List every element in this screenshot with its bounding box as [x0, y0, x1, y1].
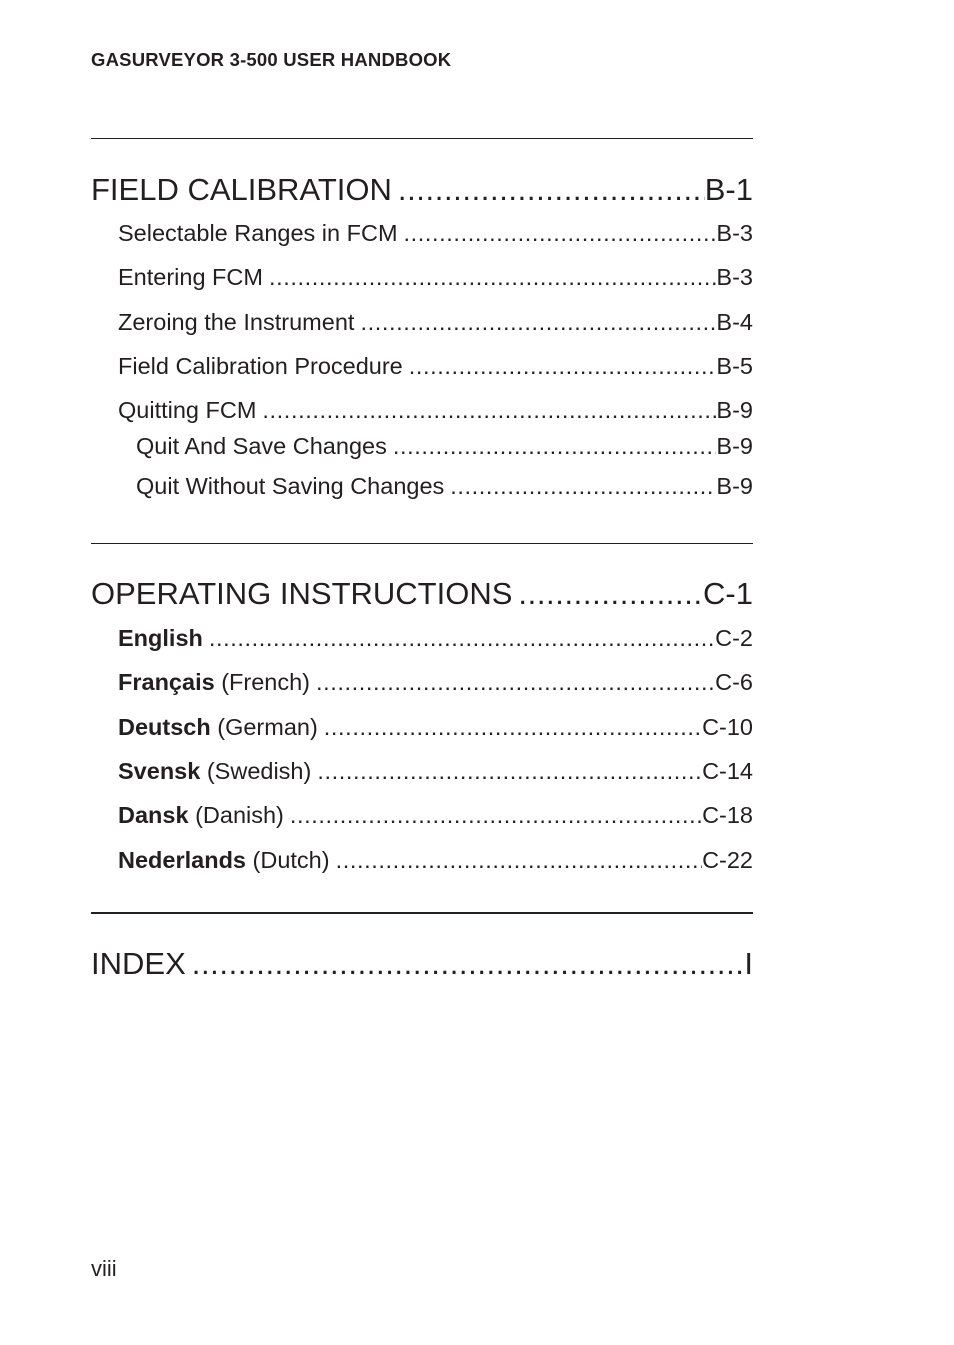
- dot-leader: [284, 802, 702, 829]
- dot-leader: [311, 758, 702, 785]
- language-name: Nederlands: [118, 847, 246, 873]
- toc-entry-language[interactable]: [118, 758, 753, 788]
- dot-leader: [318, 714, 702, 741]
- entry-title: [118, 758, 311, 785]
- chapter-title: OPERATING INSTRUCTIONS: [91, 576, 513, 611]
- toc-chapter-operating-instructions[interactable]: [91, 576, 753, 614]
- language-name: Dansk: [118, 802, 189, 828]
- entry-page: B-5: [716, 353, 753, 379]
- section-divider: [91, 138, 753, 139]
- toc-entry-language[interactable]: [118, 714, 753, 744]
- subentry-page: B-9: [716, 473, 753, 499]
- entry-page: C-18: [702, 802, 753, 828]
- entry-page: B-3: [716, 264, 753, 290]
- toc-entry-language[interactable]: [118, 847, 753, 877]
- toc-entry[interactable]: [118, 309, 753, 339]
- dot-leader: [256, 397, 716, 424]
- entry-page: C-6: [715, 669, 753, 695]
- subentry-title: Quit And Save Changes: [136, 433, 387, 459]
- chapter-title: INDEX: [91, 946, 186, 981]
- entry-title: Zeroing the Instrument: [118, 309, 355, 335]
- chapter-page: C-1: [703, 576, 753, 611]
- language-name: Deutsch: [118, 714, 211, 740]
- entry-page: B-3: [716, 220, 753, 246]
- language-translation: (Danish): [195, 802, 284, 828]
- entry-page: B-9: [716, 397, 753, 423]
- language-translation: (German): [217, 714, 318, 740]
- dot-leader: [330, 847, 702, 874]
- dot-leader: [512, 576, 703, 612]
- chapter-title: FIELD CALIBRATION: [91, 172, 392, 207]
- dot-leader: [403, 353, 717, 380]
- toc-entry-language[interactable]: [118, 802, 753, 832]
- toc-entry[interactable]: [118, 353, 753, 383]
- entry-title: [118, 847, 330, 874]
- entry-title: Entering FCM: [118, 264, 263, 290]
- entry-page: C-14: [702, 758, 753, 784]
- dot-leader: [354, 309, 716, 336]
- toc-subentry[interactable]: [136, 473, 753, 503]
- section-divider: [91, 912, 753, 914]
- language-translation: (French): [221, 669, 310, 695]
- entry-title: [118, 714, 318, 741]
- toc-entry[interactable]: [118, 220, 753, 250]
- dot-leader: [387, 433, 717, 460]
- entry-title: Field Calibration Procedure: [118, 353, 403, 379]
- section-divider: [91, 543, 753, 544]
- toc-entry[interactable]: [118, 397, 753, 427]
- language-name: Svensk: [118, 758, 201, 784]
- entry-page: C-2: [715, 625, 753, 651]
- toc-entry-language[interactable]: [118, 625, 753, 655]
- entry-title: [118, 625, 203, 652]
- toc-subentry[interactable]: [136, 433, 753, 463]
- entry-page: B-4: [716, 309, 753, 335]
- dot-leader: [203, 625, 715, 652]
- dot-leader: [263, 264, 716, 291]
- chapter-page: I: [744, 946, 753, 981]
- subentry-page: B-9: [716, 433, 753, 459]
- entry-title: Quitting FCM: [118, 397, 257, 423]
- subentry-title: Quit Without Saving Changes: [136, 473, 445, 499]
- toc-chapter-field-calibration[interactable]: [91, 172, 753, 210]
- dot-leader: [186, 946, 745, 982]
- language-translation: (Dutch): [252, 847, 330, 873]
- page-number: viii: [91, 1256, 117, 1281]
- entry-title: [118, 669, 310, 696]
- toc-entry[interactable]: [118, 264, 753, 294]
- dot-leader: [392, 172, 705, 208]
- dot-leader: [444, 473, 716, 500]
- dot-leader: [398, 220, 717, 247]
- language-name: Français: [118, 669, 215, 695]
- language-name: English: [118, 625, 203, 651]
- toc-chapter-index[interactable]: [91, 946, 753, 984]
- entry-page: C-22: [702, 847, 753, 873]
- entry-title: Selectable Ranges in FCM: [118, 220, 398, 246]
- entry-title: [118, 802, 284, 829]
- dot-leader: [310, 669, 715, 696]
- entry-page: C-10: [702, 714, 753, 740]
- running-header: GASURVEYOR 3-500 USER HANDBOOK: [91, 49, 452, 70]
- toc-entry-language[interactable]: [118, 669, 753, 699]
- language-translation: (Swedish): [206, 758, 312, 784]
- chapter-page: B-1: [704, 172, 753, 207]
